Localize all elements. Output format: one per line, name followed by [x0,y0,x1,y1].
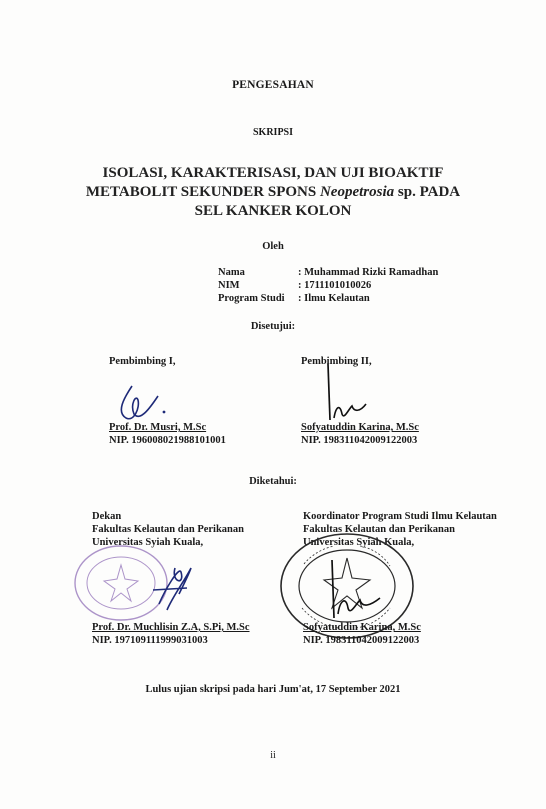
coordinator-title: Koordinator Program Studi Ilmu Kelautan [303,511,497,522]
author-row-nim: NIM : 1711101010026 [218,280,372,291]
supervisor-1-role: Pembimbing I, [109,356,176,367]
document-type: SKRIPSI [252,127,293,138]
dean-signature [145,560,225,620]
supervisor-2-nip: NIP. 198311042009122003 [301,435,418,446]
faculty-stamp-left [72,543,170,623]
dean-faculty: Fakultas Kelautan dan Perikanan [92,524,244,535]
known-label: Diketahui: [249,476,297,487]
author-row-program: Program Studi : Ilmu Kelautan [218,293,370,304]
title-line-3: SEL KANKER KOLON [194,203,352,219]
title-line-1: ISOLASI, KARAKTERISASI, DAN UJI BIOAKTIF [102,165,444,181]
supervisor-2-signature [320,360,400,426]
supervisor-2-role: Pembimbing II, [301,356,372,367]
coordinator-name: Sofyatuddin Karina, M.Sc [303,622,421,633]
supervisor-2-name: Sofyatuddin Karina, M.Sc [301,422,419,433]
author-row-name: Nama : Muhammad Rizki Ramadhan [218,267,439,278]
species-name: Neopetrosia [319,184,395,200]
coordinator-nip: NIP. 198311042009122003 [303,635,420,646]
page-number: ii [270,750,276,761]
dean-block [92,510,244,549]
approved-label: Disetujui: [250,321,296,332]
coordinator-signature [320,556,410,626]
exam-date-text: Lulus ujian skripsi pada hari Jum'at, 17 September 2021 [145,684,401,695]
author-info-table [218,267,438,306]
supervisor-1-name: Prof. Dr. Musri, M.Sc [109,422,207,433]
by-label: Oleh [262,241,284,252]
supervisor-1-nip: NIP. 196008021988101001 [109,435,226,446]
thesis-title [0,164,546,221]
dean-title: Dekan [92,511,122,522]
dean-name: Prof. Dr. Muchlisin Z.A, S.Pi, M.Sc [92,622,250,633]
title-line-2: METABOLIT SEKUNDER SPONS Neopetrosia sp. PADA [85,184,461,200]
coordinator-faculty: Fakultas Kelautan dan Perikanan [303,524,455,535]
page-heading: PENGESAHAN [232,79,314,91]
coordinator-university: Universitas Syiah Kuala, [303,537,415,548]
dean-nip: NIP. 197109111999031003 [92,635,208,646]
dean-university: Universitas Syiah Kuala, [92,537,204,548]
coordinator-block [303,510,497,549]
